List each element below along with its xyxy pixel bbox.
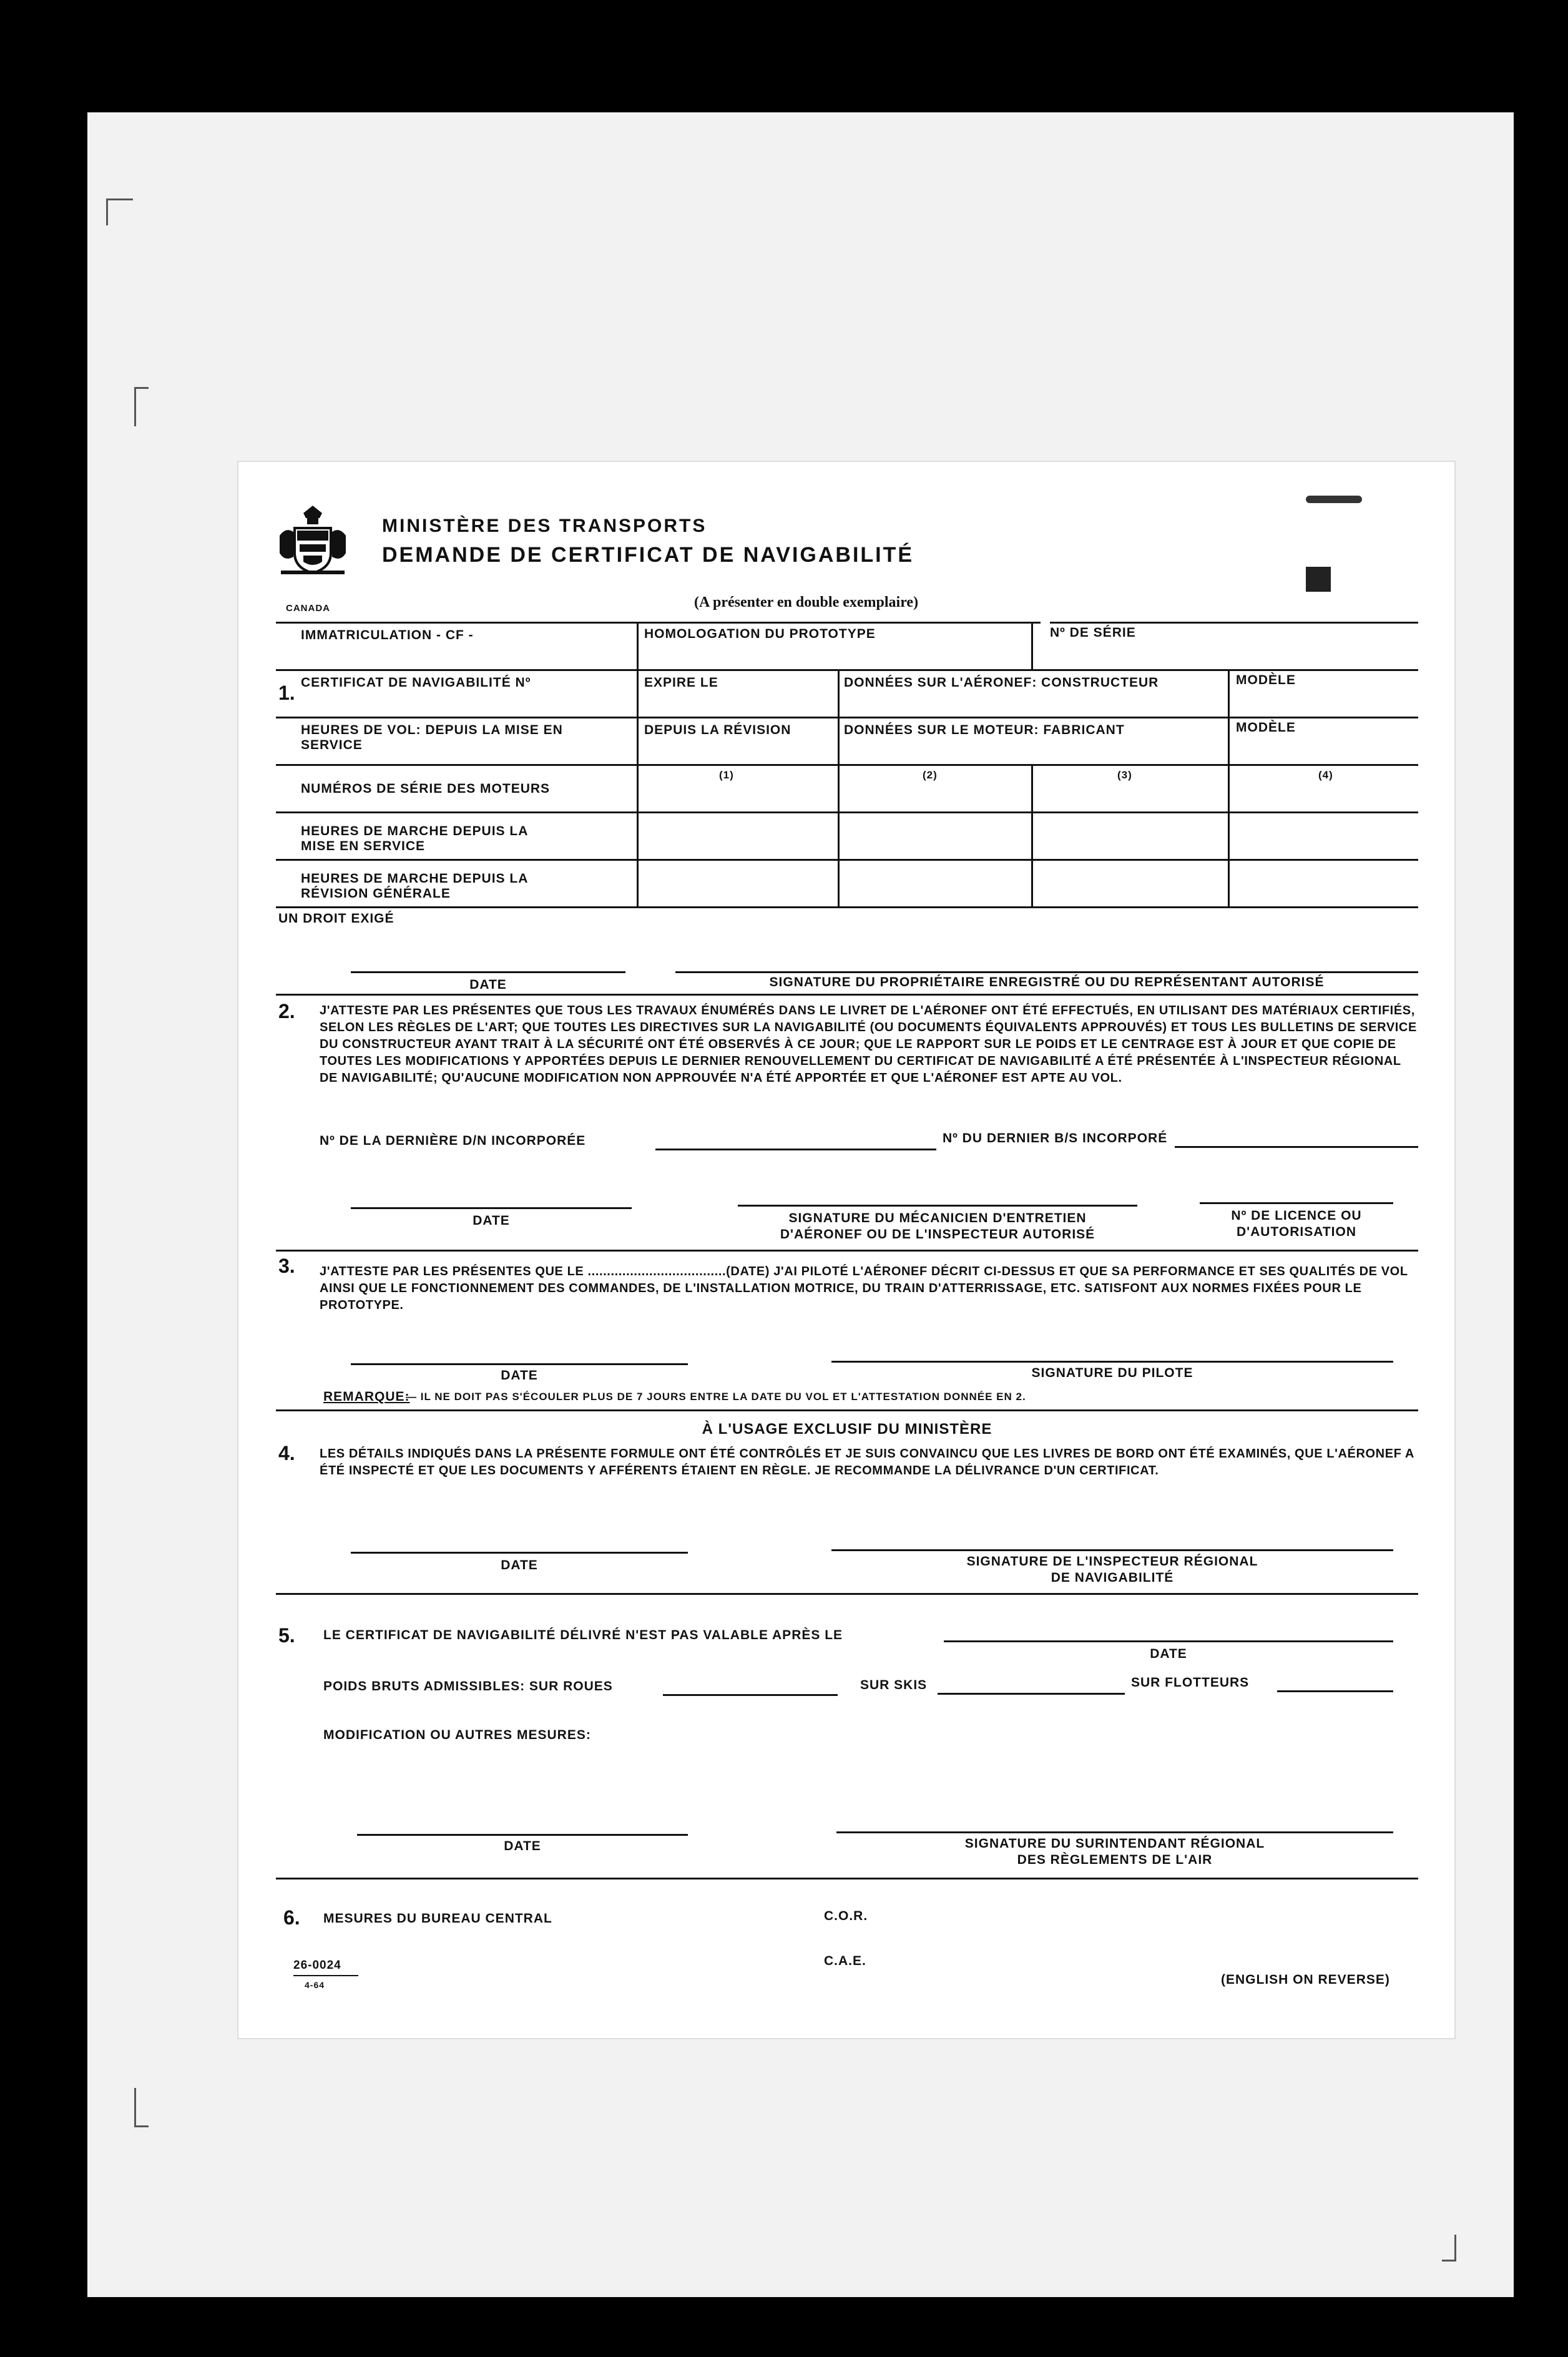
rule — [276, 1593, 1418, 1595]
inspector-signature-label: SIGNATURE DE L'INSPECTEUR RÉGIONAL — [966, 1554, 1258, 1569]
date-label: DATE — [473, 1213, 510, 1228]
signature-line — [357, 1834, 688, 1836]
section-number: 6. — [283, 1906, 300, 1929]
rule — [276, 859, 1418, 861]
english-on-reverse: (ENGLISH ON REVERSE) — [1221, 1972, 1390, 1987]
flight-hours-label: HEURES DE VOL: DEPUIS LA MISE EN — [301, 723, 563, 737]
engine-col-label: (4) — [1318, 769, 1333, 781]
running-hours-overhaul-label: RÉVISION GÉNÉRALE — [301, 886, 451, 901]
rule — [276, 717, 1418, 718]
rule — [276, 906, 1418, 908]
engine-col-label: (3) — [1117, 769, 1132, 781]
owner-signature-label: SIGNATURE DU PROPRIÉTAIRE ENREGISTRÉ OU DU REPRÉSENTANT AUTORISÉ — [769, 975, 1325, 989]
signature-line — [675, 971, 1418, 973]
section-number: 2. — [278, 1000, 295, 1022]
superintendent-signature-label: DES RÈGLEMENTS DE L'AIR — [1017, 1853, 1213, 1867]
inspector-signature-label: DE NAVIGABILITÉ — [1051, 1571, 1174, 1585]
mechanic-signature-label: D'AÉRONEF OU DE L'INSPECTEUR AUTORISÉ — [780, 1227, 1095, 1242]
remarque-text: — IL NE DOIT PAS S'ÉCOULER PLUS DE 7 JOURS ENTRE LA DATE DU VOL ET L'ATTESTATION DONNÉE EN 2. — [406, 1391, 1026, 1403]
rule — [276, 1878, 1418, 1879]
aircraft-data-label: DONNÉES SUR L'AÉRONEF: CONSTRUCTEUR — [844, 675, 1159, 690]
model-label: MODÈLE — [1236, 720, 1296, 735]
rule — [1050, 622, 1418, 624]
date-label: DATE — [504, 1839, 541, 1853]
licence-label: D'AUTORISATION — [1236, 1225, 1357, 1239]
rule — [838, 669, 840, 906]
floats-label: SUR FLOTTEURS — [1131, 1675, 1250, 1690]
expire-le-label: EXPIRE LE — [644, 675, 718, 690]
rule — [1031, 622, 1033, 669]
certificat-number-label: CERTIFICAT DE NAVIGABILITÉ Nº — [301, 675, 531, 690]
form-title: DEMANDE DE CERTIFICAT DE NAVIGABILITÉ — [382, 543, 914, 567]
rule — [276, 811, 1418, 813]
form-edition: 4-64 — [305, 1980, 325, 1990]
signature-line — [836, 1831, 1393, 1833]
immatriculation-label: IMMATRICULATION - CF - — [301, 628, 474, 642]
cae-label: C.A.E. — [824, 1954, 866, 1968]
signature-line — [351, 1552, 688, 1554]
cor-label: C.O.R. — [824, 1909, 868, 1923]
form-number: 26-0024 — [293, 1959, 341, 1972]
entry-line — [655, 1149, 936, 1150]
date-label: DATE — [1150, 1647, 1187, 1661]
entry-line — [1277, 1690, 1393, 1692]
date-label: DATE — [501, 1368, 538, 1383]
remarque-label: REMARQUE: — [323, 1389, 410, 1404]
rule — [1031, 764, 1033, 906]
frame-corner-mark — [106, 198, 133, 225]
section-number: 5. — [278, 1624, 295, 1647]
section2-attestation-text: J'ATTESTE PAR LES PRÉSENTES QUE TOUS LES TRAVAUX ÉNUMÉRÉS DANS LE LIVRET DE L'AÉRONEF ONT ÉTÉ EFFECTUÉS, EN UTILISANT DES MATÉRIAUX CERTIFIÉS, SELON LES RÈGLES DE L'ART; QUE TOUTES LES DIRECTIVES SUR LA NAVIGABILITÉ (OU DOCUMENTS ÉQUIVALENTS APPROUVÉS) ET TOUS LES BULLETINS DE SERVICE DU CONSTRUCTEUR AYANT TRAIT À LA SÉCURITÉ ONT ÉTÉ OBSERVÉS À CE JOUR; QUE LE RAPPORT SUR LE POIDS ET LE CENTRAGE EST À JOUR ET QUE COPIE DE TOUTES LES MODIFICATIONS Y APPORTÉES DEPUIS LE DERNIER RENOUVELLEMENT DU CERTIFICAT DE NAVIGABILITÉ A ÉTÉ PRÉSENTÉE À L'INSPECTEUR RÉGIONAL DE NAVIGABILITÉ; QU'AUCUNE MODIFICATION NON APPROUVÉE N'A ÉTÉ APPORTÉE ET QUE L'AÉRONEF EST APTE AU VOL. — [320, 1004, 1417, 1085]
rule — [293, 1975, 358, 1976]
last-sb-label: Nº DU DERNIER B/S INCORPORÉ — [943, 1131, 1168, 1145]
licence-label: Nº DE LICENCE OU — [1231, 1208, 1362, 1223]
signature-line — [831, 1361, 1393, 1363]
frame-corner-mark — [1442, 2235, 1456, 2261]
rule — [276, 669, 1418, 671]
signature-line — [351, 971, 625, 973]
frame-corner-mark — [134, 387, 149, 426]
rule — [1228, 669, 1230, 906]
date-label: DATE — [469, 978, 507, 992]
engine-data-label: DONNÉES SUR LE MOTEUR: FABRICANT — [844, 723, 1125, 737]
ink-mark — [1306, 496, 1362, 503]
rule — [276, 1250, 1418, 1252]
date-label: DATE — [501, 1558, 538, 1572]
central-office-label: MESURES DU BUREAU CENTRAL — [323, 1911, 552, 1926]
entry-line — [663, 1694, 838, 1696]
section-number: 1. — [278, 682, 295, 704]
entry-line — [938, 1693, 1125, 1695]
section3-attestation-text: J'ATTESTE PAR LES PRÉSENTES QUE LE ....................................(DATE) J'AI PILOTÉ L'AÉRONEF DÉCRIT CI-DESSUS ET QUE SA PERFORMANCE ET SES QUALITÉS DE VOL AINSI QUE LE FONCTIONNEMENT DES COMMANDES, DE L'INSTALLATION MOTRICE, DU TRAIN D'ATTERRISSAGE, ETC. SATISFONT AUX NORMES FIXÉES POUR LE PROTOTYPE. — [320, 1265, 1408, 1312]
ministry-use-heading: À L'USAGE EXCLUSIF DU MINISTÈRE — [702, 1421, 992, 1438]
running-hours-label: HEURES DE MARCHE DEPUIS LA — [301, 824, 529, 838]
pilot-signature-label: SIGNATURE DU PILOTE — [1031, 1366, 1193, 1380]
rule — [276, 994, 1418, 996]
gross-weight-label: POIDS BRUTS ADMISSIBLES: SUR ROUES — [323, 1679, 613, 1693]
signature-line — [738, 1205, 1137, 1207]
section4-text: LES DÉTAILS INDIQUÉS DANS LA PRÉSENTE FORMULE ONT ÉTÉ CONTRÔLÉS ET JE SUIS CONVAINCU QUE LES LIVRES DE BORD ONT ÉTÉ EXAMINÉS, QUE L'AÉRONEF A ÉTÉ INSPECTÉ ET QUE LES DOCUMENTS Y AFFÉRENTS ÉTAIENT EN RÈGLE. JE RECOMMANDE LA DÉLIVRANCE D'UN CERTIFICAT. — [320, 1447, 1414, 1477]
section-number: 3. — [278, 1255, 295, 1277]
form-subtitle: (A présenter en double exemplaire) — [694, 594, 919, 610]
ministry-title: MINISTÈRE DES TRANSPORTS — [382, 516, 707, 536]
signature-line — [831, 1549, 1393, 1551]
mechanic-signature-label: SIGNATURE DU MÉCANICIEN D'ENTRETIEN — [788, 1211, 1087, 1225]
superintendent-signature-label: SIGNATURE DU SURINTENDANT RÉGIONAL — [964, 1836, 1265, 1851]
country-label: CANADA — [286, 603, 330, 614]
signature-line — [1200, 1202, 1393, 1204]
frame-corner-mark — [134, 2088, 149, 2127]
signature-line — [351, 1207, 632, 1209]
validity-label: LE CERTIFICAT DE NAVIGABILITÉ DÉLIVRÉ N'EST PAS VALABLE APRÈS LE — [323, 1628, 843, 1642]
rule — [276, 764, 1418, 766]
running-hours-label: MISE EN SERVICE — [301, 839, 425, 853]
engine-col-label: (2) — [923, 769, 938, 781]
fee-label: UN DROIT EXIGÉ — [278, 911, 394, 926]
skis-label: SUR SKIS — [860, 1678, 928, 1692]
rule — [637, 622, 639, 906]
rule — [276, 1409, 1418, 1411]
homologation-label: HOMOLOGATION DU PROTOTYPE — [644, 627, 876, 641]
entry-line — [944, 1640, 1393, 1642]
model-label: MODÈLE — [1236, 673, 1296, 687]
engine-serials-label: NUMÉROS DE SÉRIE DES MOTEURS — [301, 782, 551, 796]
entry-line — [1175, 1146, 1418, 1148]
serial-number-label: Nº DE SÉRIE — [1050, 625, 1136, 640]
section-number: 4. — [278, 1442, 295, 1464]
since-revision-label: DEPUIS LA RÉVISION — [644, 723, 791, 737]
ink-mark — [1306, 567, 1331, 592]
rule — [276, 622, 1041, 624]
canada-coat-of-arms-icon — [276, 504, 350, 579]
signature-line — [351, 1363, 688, 1365]
running-hours-overhaul-label: HEURES DE MARCHE DEPUIS LA — [301, 871, 529, 886]
certificate-application-form — [238, 462, 1454, 2038]
flight-hours-label: SERVICE — [301, 738, 363, 752]
last-ad-label: Nº DE LA DERNIÈRE D/N INCORPORÉE — [320, 1134, 586, 1148]
modification-label: MODIFICATION OU AUTRES MESURES: — [323, 1728, 591, 1742]
engine-col-label: (1) — [719, 769, 734, 781]
